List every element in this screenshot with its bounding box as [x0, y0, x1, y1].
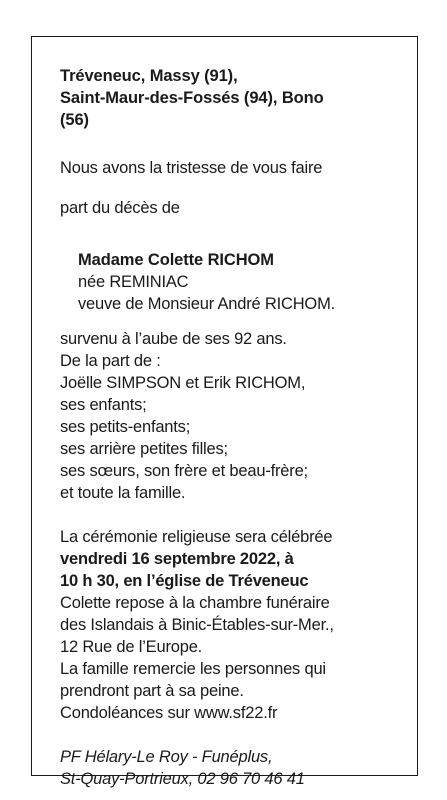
ceremony-block	[60, 526, 407, 724]
family-line: ses sœurs, son frère et beau-frère;	[60, 462, 308, 480]
family-line: et toute la famille.	[60, 484, 186, 502]
intro-line: Nous avons la tristesse de vous faire	[60, 159, 323, 177]
funeral-home-name: PF Hélary-Le Roy - Funéplus,	[60, 748, 273, 766]
obituary-notice	[31, 36, 418, 788]
location-line: Saint-Maur-des-Fossés (94), Bono	[60, 89, 324, 107]
location-line: Tréveneuc, Massy (91),	[60, 67, 238, 85]
funeral-home-contact: St-Quay-Portrieux, 02 96 70 46 41	[60, 770, 305, 788]
family-line: survenu à l’aube de ses 92 ans.	[60, 330, 287, 348]
family-line: ses petits-enfants;	[60, 418, 191, 436]
ceremony-line: prendront part à sa peine.	[60, 682, 244, 700]
condolences-line: Condoléances sur www.sf22.fr	[60, 704, 278, 722]
funeral-home-block	[60, 746, 407, 790]
ceremony-date: vendredi 16 septembre 2022, à	[60, 550, 294, 568]
announcement-intro	[60, 139, 407, 237]
family-line: ses enfants;	[60, 396, 147, 414]
ceremony-intro: La cérémonie religieuse sera célébrée	[60, 528, 333, 546]
notice-content	[60, 65, 407, 790]
ceremony-line: des Islandais à Binic-Étables-sur-Mer.,	[60, 616, 334, 634]
family-line: De la part de :	[60, 352, 161, 370]
ceremony-line: La famille remercie les personnes qui	[60, 660, 326, 678]
family-line: ses arrière petites filles;	[60, 440, 228, 458]
ceremony-line: Colette repose à la chambre funéraire	[60, 594, 330, 612]
widow-of: veuve de Monsieur André RICHOM.	[78, 295, 335, 313]
deceased-block	[60, 249, 407, 315]
deceased-name: Madame Colette RICHOM	[78, 251, 274, 269]
family-block	[60, 328, 407, 504]
intro-line: part du décès de	[60, 199, 180, 217]
family-line: Joëlle SIMPSON et Erik RICHOM,	[60, 374, 306, 392]
location-line: (56)	[60, 111, 89, 129]
ceremony-line: 12 Rue de l’Europe.	[60, 638, 203, 656]
ceremony-place: 10 h 30, en l’église de Tréveneuc	[60, 572, 309, 590]
location-heading	[60, 65, 407, 131]
maiden-name: née REMINIAC	[78, 273, 189, 291]
